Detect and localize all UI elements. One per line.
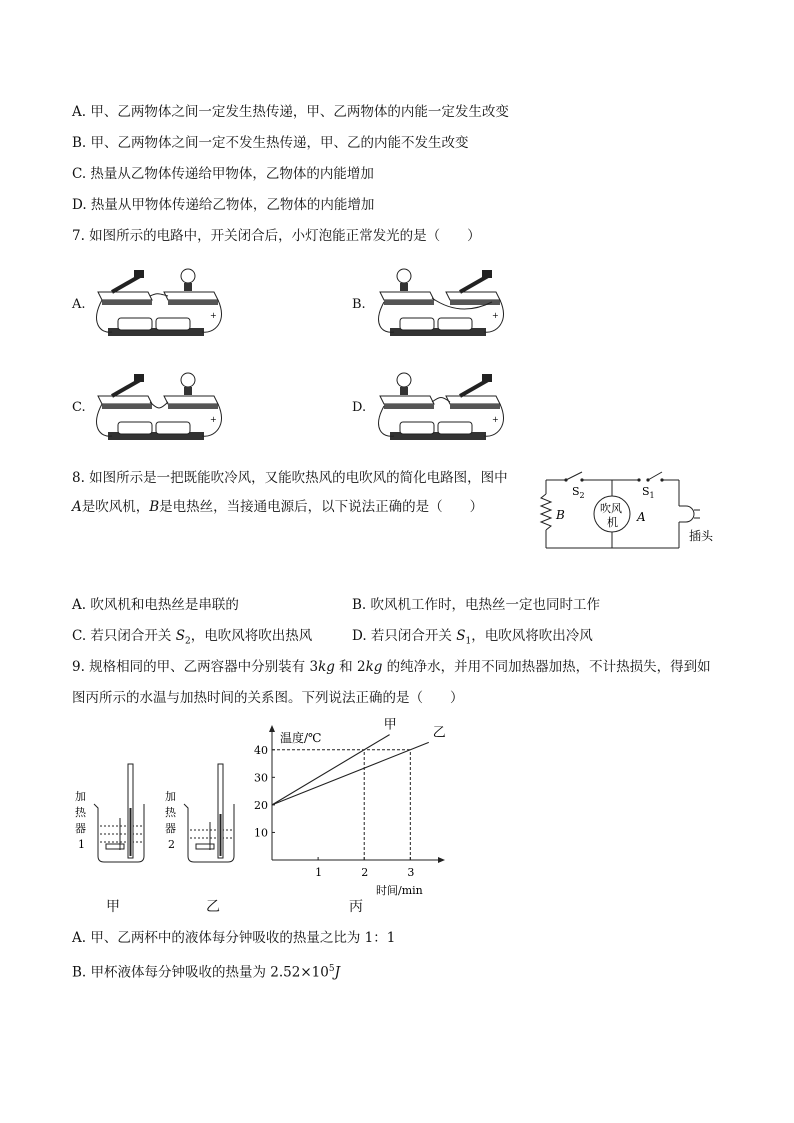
svg-text:热: 热	[75, 806, 86, 819]
fan-a-label: A	[637, 510, 646, 524]
chart-ylabel: 温度/℃	[280, 731, 322, 745]
chart-axes	[269, 725, 445, 863]
fig-label-bing: 丙	[349, 899, 363, 915]
chart-xlabel: 时间/min	[376, 884, 423, 897]
switch-s1-label: $S_1$	[642, 485, 655, 500]
y-axis-arrow	[269, 725, 275, 732]
resistor-b-label: B	[556, 508, 565, 522]
x-axis-arrow	[438, 857, 445, 863]
y-tick-label: 20	[254, 798, 268, 812]
q9-option-b: B. 甲杯液体每分钟吸收的热量为 $2.52\times 10^5J$	[72, 964, 340, 981]
svg-text:+: +	[210, 311, 217, 320]
svg-text:器: 器	[75, 822, 86, 835]
q8-stem-line2	[72, 498, 483, 516]
q6-option-c: C. 热量从乙物体传递给甲物体，乙物体的内能增加	[72, 166, 374, 182]
fig-label-jia: 甲	[106, 899, 120, 915]
svg-text:2: 2	[168, 838, 175, 851]
fan-label-line1: 吹风	[600, 502, 622, 515]
svg-text:器: 器	[165, 822, 176, 835]
q6-option-a: A. 甲、乙两物体之间一定发生热传递，甲、乙两物体的内能一定发生改变	[72, 104, 509, 120]
svg-text:1: 1	[78, 838, 85, 851]
beaker-yi-figure	[162, 758, 242, 868]
q8-stem-text1: 是吹风机，	[81, 499, 150, 515]
q6-option-b: B. 甲、乙两物体之间一定不发生热传递，甲、乙的内能不发生改变	[72, 135, 469, 151]
q7-label-a: A.	[72, 297, 86, 312]
x-tick-label: 2	[361, 866, 369, 879]
y-tick-label: 30	[254, 771, 268, 785]
q7-label-d: D.	[352, 400, 367, 415]
q8-option-b: B. 吹风机工作时，电热丝一定也同时工作	[352, 597, 601, 613]
q8-stem-text2: 是电热丝，当接通电源后，以下说法正确的是（ ）	[159, 499, 484, 515]
series-label-0: 甲	[383, 717, 397, 733]
plug-label: 插头	[689, 529, 714, 543]
q6-option-d: D. 热量从甲物体传递给乙物体，乙物体的内能增加	[72, 197, 375, 213]
q8-option-c: C. 若只闭合开关 $S_2$，电吹风将吹出热风	[72, 628, 313, 647]
q9-option-a: A. 甲、乙两杯中的液体每分钟吸收的热量之比为 1：1	[72, 930, 396, 946]
circuit-figure-c	[90, 366, 230, 450]
x-tick-label: 1	[315, 866, 323, 879]
fig-label-yi: 乙	[206, 899, 220, 915]
q9-stem-line1: 9. 规格相同的甲、乙两容器中分别装有 3kg 和 2kg 的纯净水，并用不同加热器加热，不计热损失，得到如	[72, 659, 711, 675]
series-line-0	[272, 735, 390, 805]
svg-text:+: +	[492, 311, 499, 320]
chart-ticks	[254, 744, 414, 879]
chart-guides	[272, 750, 410, 860]
y-tick-label: 40	[254, 743, 268, 757]
q7-label-b: B.	[352, 297, 366, 312]
q8-stem-b: B	[149, 499, 160, 515]
svg-text:加: 加	[75, 790, 86, 803]
series-line-1	[272, 742, 429, 805]
circuit-figure-d	[372, 366, 512, 450]
svg-text:+: +	[492, 415, 499, 424]
circuit-figure-b	[372, 262, 512, 346]
temperature-time-chart	[240, 717, 450, 906]
q8-stem-a: A	[72, 499, 82, 515]
beaker-jia-figure	[72, 758, 152, 868]
q7-stem: 7. 如图所示的电路中，开关闭合后，小灯泡能正常发光的是（ ）	[72, 228, 481, 244]
series-label-1: 乙	[432, 725, 446, 741]
q8-option-a: A. 吹风机和电热丝是串联的	[72, 597, 239, 613]
switch-s2-label: $S_2$	[572, 485, 585, 500]
hairdryer-circuit	[536, 468, 726, 554]
q7-label-c: C.	[72, 400, 86, 415]
q9-stem-line2: 图丙所示的水温与加热时间的关系图。下列说法正确的是（ ）	[72, 690, 464, 706]
svg-text:热: 热	[165, 806, 176, 819]
svg-text:+: +	[210, 415, 217, 424]
q8-stem-line1: 8. 如图所示是一把既能吹冷风，又能吹热风的电吹风的简化电路图，图中	[72, 470, 508, 486]
x-tick-label: 3	[407, 866, 415, 879]
q8-option-d: D. 若只闭合开关 $S_1$，电吹风将吹出冷风	[352, 628, 593, 647]
y-tick-label: 10	[254, 826, 268, 840]
fan-label-line2: 机	[607, 516, 618, 529]
circuit-figure-a	[90, 262, 230, 346]
svg-text:加: 加	[165, 790, 176, 803]
